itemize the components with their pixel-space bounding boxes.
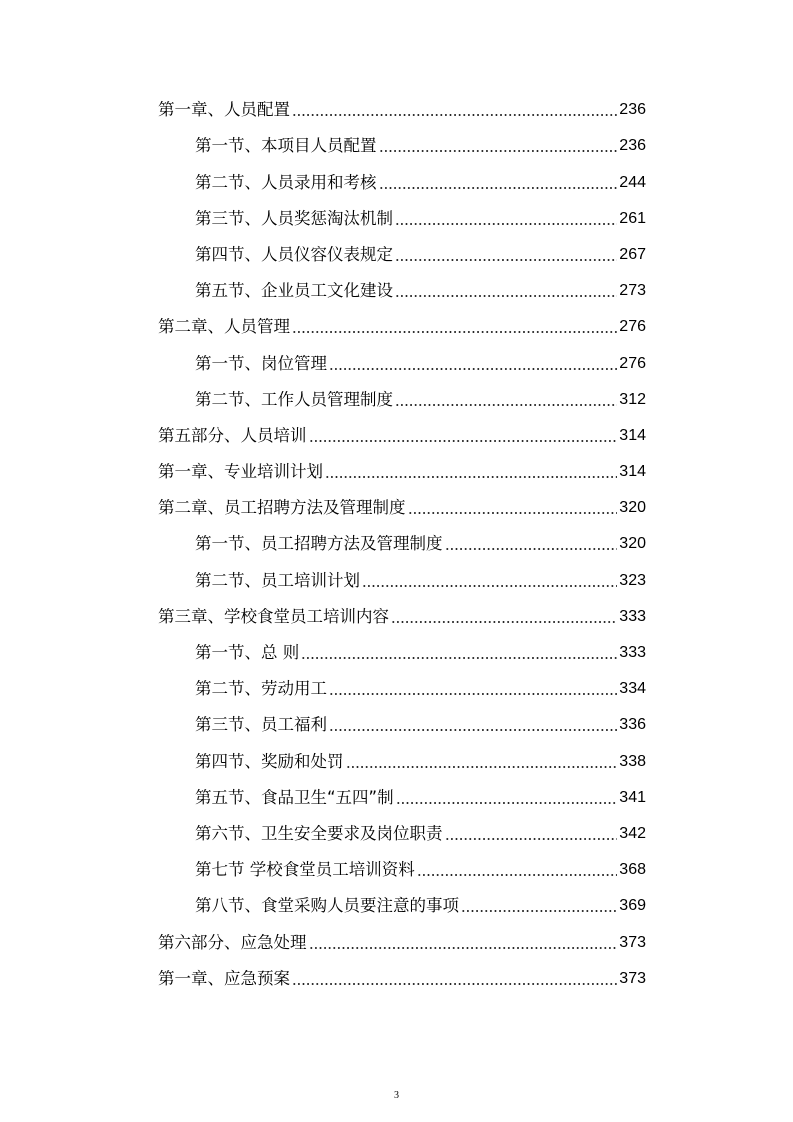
toc-entry-title: 第七节 学校食堂员工培训资料 <box>195 860 415 880</box>
toc-entry-title: 第五节、企业员工文化建设 <box>195 281 393 301</box>
toc-leader <box>309 947 618 949</box>
toc-entry-title: 第一章、人员配置 <box>158 100 290 120</box>
toc-entry[interactable] <box>158 922 646 958</box>
toc-entry[interactable] <box>158 524 646 560</box>
toc-entry[interactable] <box>158 741 646 777</box>
toc-leader <box>445 838 618 840</box>
toc-leader <box>329 729 617 731</box>
toc-leader <box>408 512 618 514</box>
toc-entry-title: 第一节、总 则 <box>195 643 300 662</box>
toc-entry[interactable] <box>158 959 646 995</box>
toc-entry-title: 第六部分、应急处理 <box>158 932 307 952</box>
toc-entry-page: 341 <box>619 788 646 806</box>
toc-entry-title: 第二节、员工培训计划 <box>195 570 360 590</box>
toc-entry[interactable] <box>158 126 646 162</box>
toc-entry-page: 342 <box>619 824 646 842</box>
toc-leader <box>292 331 617 333</box>
toc-entry-page: 323 <box>619 571 646 589</box>
toc-entry-page: 338 <box>619 752 646 770</box>
toc-leader <box>362 585 617 587</box>
toc-entry-title: 第二节、劳动用工 <box>195 679 327 699</box>
toc-entry-page: 336 <box>619 716 646 734</box>
toc-entry-page: 369 <box>619 897 646 915</box>
toc-entry-page: 276 <box>619 318 646 336</box>
toc-leader <box>329 693 617 695</box>
toc-entry[interactable] <box>158 488 646 524</box>
toc-leader <box>445 548 618 550</box>
toc-entry-page: 273 <box>619 282 646 300</box>
toc-entry-title: 第五部分、人员培训 <box>158 425 307 445</box>
toc-entry[interactable] <box>158 271 646 307</box>
toc-entry-page: 368 <box>619 861 646 879</box>
toc-entry[interactable] <box>158 778 646 814</box>
toc-entry[interactable] <box>158 90 646 126</box>
toc-entry[interactable] <box>158 705 646 741</box>
toc-leader <box>395 223 617 225</box>
toc-entry-page: 236 <box>619 137 646 155</box>
toc-entry[interactable] <box>158 814 646 850</box>
toc-entry[interactable] <box>158 597 646 633</box>
toc-entry-title: 第二节、人员录用和考核 <box>195 172 377 192</box>
toc-entry-page: 320 <box>619 535 646 553</box>
toc-entry-page: 314 <box>619 463 646 481</box>
table-of-contents <box>158 90 646 995</box>
toc-leader <box>395 295 617 297</box>
toc-entry-title: 第一章、专业培训计划 <box>158 462 323 482</box>
toc-entry-page: 320 <box>619 499 646 517</box>
toc-entry-title: 第三节、人员奖惩淘汰机制 <box>195 208 393 228</box>
toc-leader <box>292 983 617 985</box>
toc-entry-title: 第二节、工作人员管理制度 <box>195 389 393 409</box>
toc-entry-title: 第一节、岗位管理 <box>195 353 327 373</box>
toc-entry-title: 第三节、员工福利 <box>195 715 327 735</box>
toc-entry[interactable] <box>158 235 646 271</box>
toc-leader <box>309 440 618 442</box>
toc-entry-title: 第一节、员工招聘方法及管理制度 <box>195 534 443 554</box>
toc-entry[interactable] <box>158 380 646 416</box>
toc-leader <box>395 259 617 261</box>
toc-entry-title: 第二章、员工招聘方法及管理制度 <box>158 498 406 518</box>
toc-entry[interactable] <box>158 452 646 488</box>
toc-entry-title: 第六节、卫生安全要求及岗位职责 <box>195 823 443 843</box>
toc-entry-title: 第八节、食堂采购人员要注意的事项 <box>195 896 459 916</box>
toc-entry-title: 第四节、奖励和处罚 <box>195 751 344 771</box>
toc-leader <box>292 114 617 116</box>
toc-entry-page: 314 <box>619 426 646 444</box>
toc-entry-page: 276 <box>619 354 646 372</box>
toc-entry[interactable] <box>158 850 646 886</box>
toc-entry-page: 267 <box>619 245 646 263</box>
toc-entry[interactable] <box>158 886 646 922</box>
toc-entry[interactable] <box>158 416 646 452</box>
toc-entry-title: 第一节、本项目人员配置 <box>195 136 377 156</box>
toc-entry-page: 312 <box>619 390 646 408</box>
toc-leader <box>379 150 618 152</box>
toc-entry[interactable] <box>158 560 646 596</box>
toc-leader <box>329 368 617 370</box>
toc-entry[interactable] <box>158 307 646 343</box>
toc-entry-title: 第一章、应急预案 <box>158 968 290 988</box>
toc-leader <box>379 187 618 189</box>
toc-entry[interactable] <box>158 633 646 669</box>
toc-entry[interactable] <box>158 669 646 705</box>
toc-leader <box>417 874 618 876</box>
toc-entry-title: 第四节、人员仪容仪表规定 <box>195 244 393 264</box>
toc-entry-page: 373 <box>619 969 646 987</box>
toc-leader <box>391 621 617 623</box>
toc-entry[interactable] <box>158 162 646 198</box>
toc-leader <box>395 404 617 406</box>
toc-leader <box>461 910 617 912</box>
toc-entry[interactable] <box>158 199 646 235</box>
page-number: 3 <box>394 1090 399 1101</box>
toc-entry-page: 244 <box>619 173 646 191</box>
toc-entry-page: 261 <box>619 209 646 227</box>
toc-entry-page: 333 <box>619 607 646 625</box>
toc-entry-title: 第五节、食品卫生“五四”制 <box>195 787 394 807</box>
toc-leader <box>301 657 617 659</box>
toc-leader <box>396 802 618 804</box>
toc-entry-page: 334 <box>619 680 646 698</box>
toc-leader <box>325 476 617 478</box>
toc-entry-page: 333 <box>619 644 646 661</box>
toc-entry-title: 第三章、学校食堂员工培训内容 <box>158 606 389 626</box>
toc-leader <box>346 766 618 768</box>
toc-entry-page: 373 <box>619 933 646 951</box>
toc-entry-title: 第二章、人员管理 <box>158 317 290 337</box>
toc-entry-page: 236 <box>619 101 646 119</box>
toc-entry[interactable] <box>158 343 646 379</box>
